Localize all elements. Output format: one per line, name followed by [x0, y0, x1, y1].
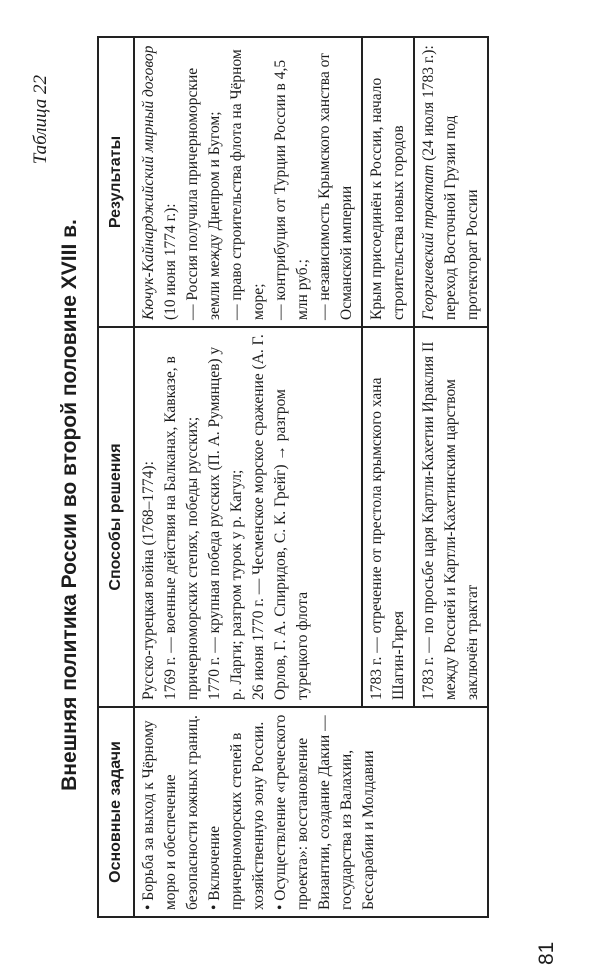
page-title: Внешняя политика России во второй половине XVIII в.: [58, 219, 81, 791]
methods-cell: [414, 327, 488, 707]
result-line: (24 июля 1783 г.): переход Восточной Грузии под протекторат России: [420, 45, 481, 320]
task-item: • Борьба за выход к Чёрному морю и обеспечение безопасности южных границ.: [138, 714, 204, 910]
task-item: • Включение причерноморских степей в хозяйственную зону России.: [204, 714, 270, 910]
method-line: 1783 г. — по просьбе царя Картли-Кахетии Ираклия II между Россией и Картли-Кахетинским царством заключён трактат: [420, 341, 481, 700]
history-table: [97, 36, 489, 918]
method-line: 1770 г. — крупная победа русских (П. А. Румянцев) у р. Ларги; разгром турок у р. Кагул;: [206, 346, 245, 700]
result-line: Крым присоединён к России, начало строительства новых городов: [368, 77, 407, 320]
tasks-cell: [134, 707, 488, 917]
methods-cell: [134, 327, 362, 707]
header-tasks: Основные задачи: [98, 707, 134, 917]
result-line: — право строительства флота на Чёрном море;: [228, 49, 267, 320]
method-line: 26 июня 1770 г. — Чесменское морское сражение (А. Г. Орлов, Г. А. Спиридов, С. К. Грейг) → разгром турецкого флота: [250, 334, 311, 700]
treaty-name: Кючук-Кайнарджийский мирный договор: [140, 45, 157, 320]
page-number: 81: [535, 941, 558, 965]
header-results: Результаты: [98, 37, 134, 327]
result-line: — Россия получила причерноморские земли между Днепром и Бугом;: [184, 67, 223, 320]
header-methods: Способы решения: [98, 327, 134, 707]
method-line: 1769 г. — военные действия на Балканах, Кавказе, в причерноморских степях, победы русских;: [162, 356, 201, 700]
task-item: • Осуществление «греческого проекта»: восстановление Византии, создание Дакии — государства из Валахии, Бессарабии и Молдавии: [270, 714, 380, 910]
method-line: 1783 г. — отречение от престола крымского хана Шагин-Гирея: [368, 377, 407, 700]
result-line: — контрибуция от Турции России в 4,5 млн руб.;: [272, 59, 311, 320]
methods-cell: [362, 327, 414, 707]
table-row: [134, 37, 362, 917]
result-line: — независимость Крымского ханства от Османской империи: [316, 53, 355, 320]
treaty-name: Георгиевский трактат: [420, 164, 437, 320]
results-cell: [414, 37, 488, 327]
table-header-row: [98, 37, 134, 917]
method-line: Русско-турецкая война (1768–1774):: [140, 461, 157, 700]
results-cell: [134, 37, 362, 327]
treaty-date: (10 июня 1774 г.):: [162, 203, 179, 320]
table-caption: Таблица 22: [30, 75, 51, 165]
results-cell: [362, 37, 414, 327]
